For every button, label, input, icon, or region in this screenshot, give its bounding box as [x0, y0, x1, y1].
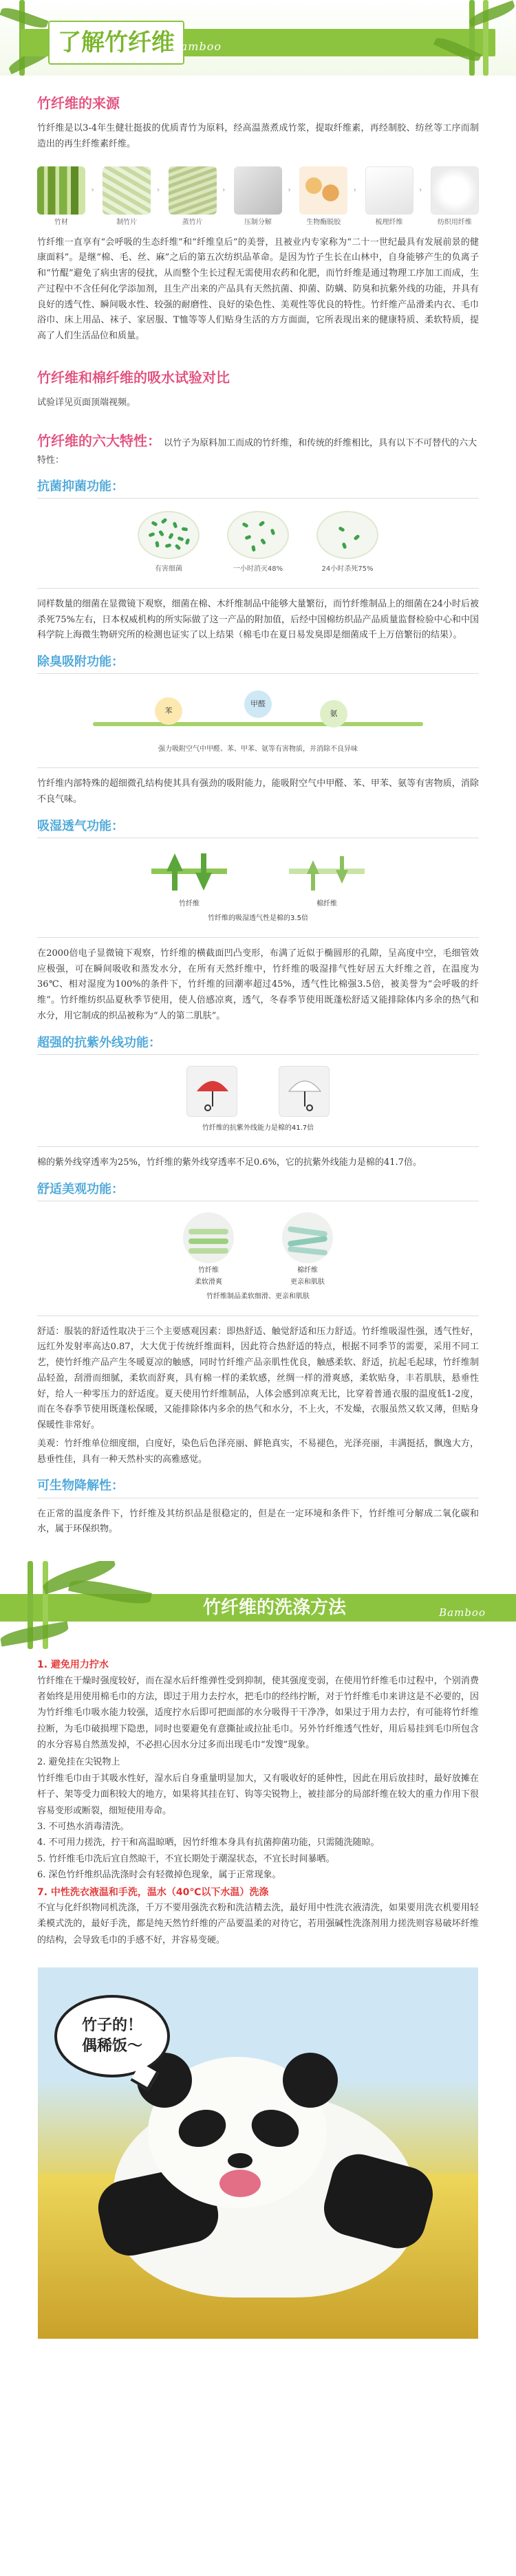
bio-body: 在正常的温度条件下，竹纤维及其纺织品是很稳定的，但是在一定环境和条件下，竹纤维可分解成二氧化碳和水，属于环保织物。 — [37, 1508, 479, 1535]
page-title: 了解竹纤维 — [48, 21, 184, 65]
process-step — [431, 166, 479, 227]
arrow-icon: › — [419, 186, 422, 194]
wash-item-text: 4. 不可用力搓洗，拧干和高温晾晒，因竹纤维本身具有抗菌抑菌功能，只需随洗随晾。 — [37, 1837, 380, 1848]
panda-head — [148, 2057, 327, 2208]
breathe-caption: 竹纤维的吸湿透气性是棉的3.5倍 — [208, 915, 308, 923]
breathe-label: 棉纤维 — [316, 899, 337, 908]
breathe-label: 竹纤维 — [179, 899, 200, 908]
panda-nose — [228, 2153, 252, 2168]
divider — [37, 673, 479, 674]
arrow-icon: › — [288, 186, 291, 194]
wash-item-heading: 1. 避免用力拧水 — [37, 1659, 109, 1671]
origin-intro: 竹纤维是以3-4年生健壮挺拔的优质青竹为原料，经高温蒸煮成竹浆，提取纤维素，再经制胶、纺丝等工序而制造出的再生纤维素纤维。 — [37, 123, 479, 149]
bio-title: 可生物降解性： — [37, 1478, 124, 1494]
petri-dish-icon — [138, 511, 200, 559]
process-step-label: 竹材 — [54, 218, 68, 226]
antibacterial-title: 抗菌抑菌功能： — [37, 479, 124, 494]
uv-caption: 竹纤维的抗紫外线能力是棉的41.7倍 — [202, 1124, 314, 1132]
process-step — [299, 166, 347, 227]
features-heading-note: 以竹子为原料加工而成的竹纤维，和传统的纤维相比，具有以下不可替代的六大特性： — [37, 437, 477, 466]
comfort-label-2: 更亲和肌肤 — [290, 1278, 325, 1287]
moisture-arrows-icon — [151, 851, 227, 892]
comfort-caption: 竹纤维制品柔软细滑、更亲和肌肤 — [206, 1293, 310, 1301]
uv-umbrella-red-icon — [186, 1066, 237, 1117]
process-step-label: 纺织用纤维 — [437, 218, 472, 226]
wash-subtitle: Bamboo — [439, 1606, 486, 1619]
divider — [37, 937, 479, 938]
speech-bubble-line: 偶稀饭～ — [81, 2037, 142, 2055]
wash-item-text: 3. 不可热水消毒清洗。 — [37, 1822, 129, 1833]
comfort-body: 舒适：服装的舒适性取决于三个主要感观因素：即热舒适、触觉舒适和压力舒适。竹纤维吸湿性强，透气性好，远红外发射率高达0.87，大大优于传统纤维面料，因此符合热舒适的特点，根据不同季节的需要，采用不同工艺，使竹纤维产品产生冬暖夏凉的触感，同时竹纤维产品亲肌性优良，触感柔软、舒适，抗起毛起球，竹纤维制品轻盈，刮滑而细腻，柔软而舒爽，具有棉一样的柔软感，丝绸一样的滑爽感，柔软贴身，丰若肌肤，悬垂性好，给人一种零压力的舒适度。夏天使用竹纤维制品，人体会感到凉爽无比，比穿着普通衣服的温度低1-2度，而在冬春季节使用既蓬松保暖，又能排除体内多余的热气和水分，不上火，不发燥，衣服虽然又软又薄，但贴身保暖性非常好。 — [37, 1326, 479, 1431]
bamboo-stalk-icon — [37, 166, 85, 215]
comfort-unit-cotton — [282, 1212, 333, 1287]
wash-item-text: 6. 深色竹纤维织品洗涤时会有轻微掉色现象，属于正常现象。 — [37, 1870, 281, 1881]
process-step — [37, 166, 85, 227]
comfort-label: 竹纤维 — [198, 1267, 219, 1275]
arrow-icon: › — [222, 186, 226, 194]
pressed-pulp-icon — [234, 166, 282, 215]
arrow-icon: › — [353, 186, 356, 194]
process-step — [234, 166, 282, 227]
wash-title: 竹纤维的洗涤方法 — [203, 1597, 347, 1619]
breathe-title: 吸湿透气功能： — [37, 818, 124, 833]
process-step-label: 生物酶脱胶 — [306, 218, 341, 226]
breathe-unit-bamboo — [148, 851, 230, 910]
divider — [37, 498, 479, 499]
uv-body: 棉的紫外线穿透率为25%，竹纤维的紫外线穿透率不足0.6%，它的抗紫外线能力是棉的41.7倍。 — [37, 1157, 422, 1168]
bamboo-leaf-decoration — [0, 1622, 69, 1647]
deodorize-title: 除臭吸附功能： — [37, 655, 124, 670]
origin-body: 竹纤维一直享有“会呼吸的生态纤维”和“纤维皇后”的美誉，且被业内专家称为“二十一世纪最具有发展前景的健康面料”。是继“棉、毛、丝、麻”之后的第五次纺织品革命。是因为竹子生长在山林中，自身能够产生的负离子和“竹醌”避免了病虫害的侵扰，从而整个生长过程无需使用农药和化肥，而竹纤维是通过物理工序加工而成，生产过程中不含任何化学添加剂，且生产出来的产品具有天然抗菌、抑菌、防螨、防臭和抗紫外线的功能，并具有良好的透气性、瞬间吸水性、较强的耐磨性、良好的染色性、美观性等优良的特性。竹纤维产品滑柔内衣、毛巾浴巾、床上用品、袜子、家居服、T恤等等人们贴身生活的方方面面，它所表现出来的健康特质、柔软特质，提高了人们生活品位和质量。 — [37, 237, 479, 341]
dish-24-hours — [316, 511, 378, 576]
smooth-fiber-icon — [183, 1212, 234, 1263]
page-subtitle: Bamboo — [172, 40, 222, 53]
molecule-ball: 苯 — [155, 697, 182, 725]
bamboo-stem-decoration — [469, 0, 475, 76]
header-banner — [0, 0, 516, 76]
wash-item-text: 不宜与化纤织物同机洗涤，千万不要用强洗衣粉和洗洁精去洗，最好用中性洗衣液清洗，如果要用洗衣机要用轻柔模式洗的，最好手洗，都是纯天然竹纤维的产品要温柔的对待它，若用强碱性洗涤剂用力搓洗则容易破坏纤维的结构，会导致毛巾的手感不好，并容易变硬。 — [37, 1902, 479, 1945]
wash-item-text: 5. 竹纤维毛巾洗后宜自然晾干，不宜长期处于潮湿状态，不宜长时间暴晒。 — [37, 1853, 335, 1864]
panda-eye — [174, 2104, 231, 2153]
panda-photo — [38, 1967, 478, 2339]
divider — [37, 1146, 479, 1147]
uv-figure — [37, 1066, 479, 1117]
dish-harmful-bacteria — [138, 511, 200, 576]
compare-note: 试验详见页面顶端视频。 — [37, 397, 136, 408]
speech-bubble-line: 竹子的！ — [81, 2017, 142, 2035]
molecule-ball: 甲醛 — [244, 690, 272, 718]
wash-item-text: 竹纤维毛巾由于其吸水性好，湿水后自身重量明显加大，又有吸收好的延伸性，因此在用后放挂时，最好放摊在杆子、架等受力面积较大的地方，如果将其挂在钉、钩等尖锐物上，被挂部分的局部纤维在较大的重力作用下很容易变形或断裂，细短使用寿命。 — [37, 1773, 479, 1816]
breathe-unit-cotton — [286, 851, 368, 910]
deodorize-caption: 强力吸附空气中甲醛、苯、甲苯、氨等有害物质，并消除不良异味 — [158, 745, 358, 753]
comfort-title: 舒适美观功能： — [37, 1182, 124, 1197]
antibacterial-body: 同样数量的细菌在显微镜下观察，细菌在棉、木纤维制品中能够大量繁衍，而竹纤维制品上的细菌在24小时后被杀死75%左右，日本权威机构的所实际做了这一产品的附加值，后经中国棉纺织品产品质量监督检验中心和中国科学院上海微生物研究所的检测也证实了以上结果（棉毛巾在夏日易发臭即是细菌成千上万倍繁衍的结果）。 — [37, 598, 479, 641]
panda-ear — [283, 2053, 338, 2108]
petri-dish-icon — [227, 511, 289, 559]
comfort-label: 棉纤维 — [297, 1267, 318, 1275]
fiber-bar — [93, 722, 423, 726]
speech-bubble — [54, 1995, 170, 2077]
features-heading: 竹纤维的六大特性： — [37, 432, 161, 449]
rough-fiber-icon — [282, 1212, 333, 1263]
bamboo-chips-icon — [103, 166, 151, 215]
panda-mouth — [219, 2170, 261, 2197]
process-step-label: 制竹片 — [116, 218, 138, 226]
breathe-figure — [37, 851, 479, 910]
origin-heading: 竹纤维的来源 — [37, 95, 120, 111]
deodorize-body: 竹纤维内部特殊的超细微孔结构使其具有强劲的吸附能力，能吸附空气中甲醛、苯、甲苯、氨等有害物质，消除不良气味。 — [37, 778, 479, 805]
features-heading-row — [37, 429, 479, 469]
divider — [37, 1054, 479, 1055]
moisture-arrows-icon — [289, 851, 365, 892]
petri-dish-icon — [316, 511, 378, 559]
arrow-icon: › — [156, 186, 160, 194]
carded-fiber-icon — [365, 166, 413, 215]
compare-heading: 竹纤维和棉纤维的吸水试验对比 — [37, 369, 230, 386]
process-steps — [37, 166, 479, 227]
comfort-body-2: 美观：竹纤维单位细度细，白度好，染色后色泽亮丽、鲜艳真实，不易褪色，光泽亮丽，丰满挺括，飘逸大方，悬垂性佳，具有一种天然朴实的高雅感觉。 — [37, 1438, 479, 1465]
wash-banner — [0, 1561, 516, 1649]
uv-umbrella-white-icon — [279, 1066, 330, 1117]
dish-caption: 有害细菌 — [155, 565, 182, 574]
process-step — [103, 166, 151, 227]
dish-caption: 一小时消灭48% — [233, 565, 283, 574]
comfort-figure — [37, 1212, 479, 1287]
comfort-label-2: 柔软滑爽 — [195, 1278, 222, 1287]
steamed-chips-icon — [169, 166, 217, 215]
wash-item-heading: 7. 中性洗衣液温和手洗，温水（40℃以下水温）洗涤 — [37, 1886, 269, 1898]
wash-item-text: 竹纤维在干燥时强度较好，而在湿水后纤维弹性受到抑制，使其强度变弱，在使用竹纤维毛巾过程中，个别消费者始终是用使用棉毛巾的方法，即过于用力去拧水，把毛巾的经纬拧断，对于竹纤维毛巾来讲这是不必要的，因为竹纤维毛巾吸水能力较强，适度拧水后即可把面部的水分吸得干干净净，如果过于用力去拧，有可能将竹纤维拉断，为毛巾破损埋下隐患，同时也要避免有意撕扯或拉扯毛巾。另外竹纤维透气性好，用后易挂到毛巾所包含的水分容易自然蒸发掉，不必担心因水分过多而出现毛巾“发馊”现象。 — [37, 1675, 479, 1751]
dish-one-hour — [227, 511, 289, 576]
wash-item-heading: 2. 避免挂在尖锐物上 — [37, 1757, 120, 1768]
process-step — [365, 166, 413, 227]
process-step-label: 梳理纤维 — [375, 218, 403, 226]
wash-instructions — [0, 1657, 516, 1948]
enzyme-icon — [299, 166, 347, 215]
antibacterial-figure — [37, 511, 479, 576]
process-step-label: 压制分解 — [244, 218, 272, 226]
arrow-icon: › — [91, 186, 94, 194]
dish-caption: 24小时杀死75% — [321, 565, 374, 574]
divider — [37, 767, 479, 768]
deodorize-figure — [93, 686, 423, 755]
uv-title: 超强的抗紫外线功能： — [37, 1035, 161, 1050]
process-step-label: 蒸竹片 — [182, 218, 203, 226]
process-step — [169, 166, 217, 227]
textile-fiber-icon — [431, 166, 479, 215]
breathe-body: 在2000倍电子显微镜下观察，竹纤维的横截面凹凸变形，布满了近似于椭圆形的孔隙，呈高度中空，毛细管效应极强，可在瞬间吸收和蒸发水分，在所有天然纤维中，竹纤维的吸湿排气性好居五大纤维之首，在温度为36℃、相对湿度为100%的条件下，竹纤维的回潮率超过45%，透气性比棉强3.5倍，被美誉为“会呼吸的纤维”。竹纤维纺织品夏秋季节使用，使人倍感凉爽，透气，冬春季节使用既蓬松舒适又能排除体内多余的热气和水分，用它制成的织品被称为“人的第二肌肤”。 — [37, 948, 479, 1021]
molecule-ball: 氨 — [320, 700, 347, 728]
divider — [37, 588, 479, 589]
panda-eye — [247, 2104, 304, 2153]
comfort-unit-bamboo — [183, 1212, 234, 1287]
